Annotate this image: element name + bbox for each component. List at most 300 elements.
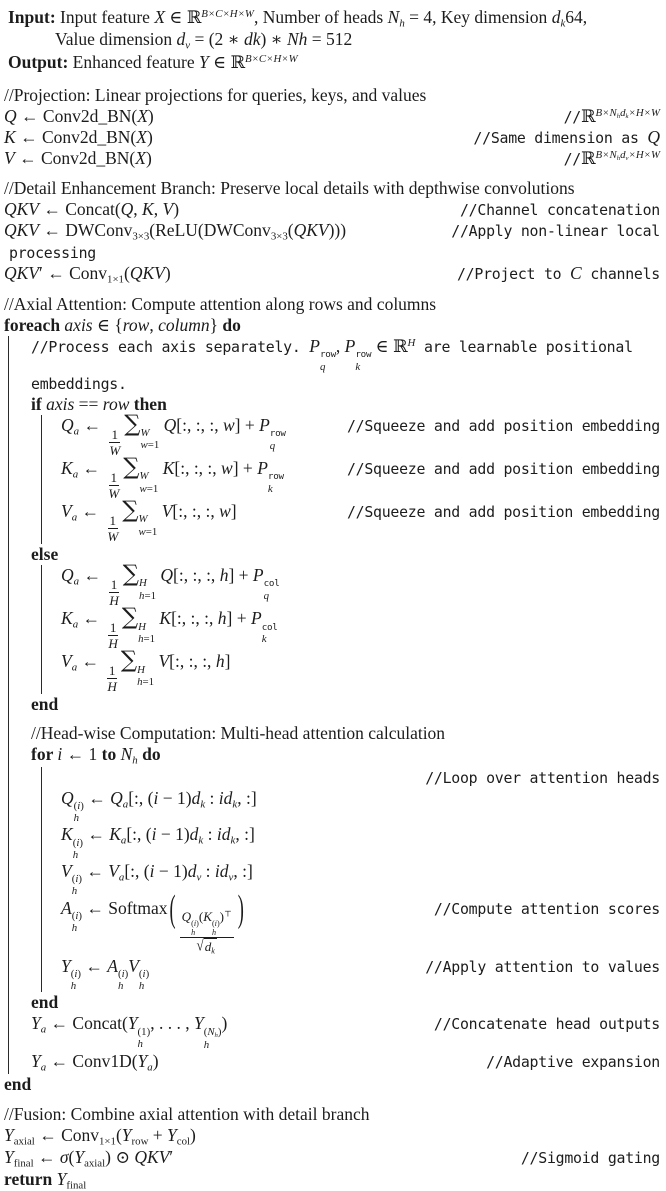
text-run: ℝ — [186, 8, 202, 28]
line-qkv-concat — [0, 199, 664, 220]
sup-sub-group — [123, 453, 159, 495]
code-text — [0, 824, 255, 861]
code-text — [0, 199, 179, 220]
text-run: W — [140, 427, 150, 440]
sup-sub-group — [61, 955, 81, 993]
text-run: ( — [115, 1124, 122, 1145]
line-ya-conv1d — [0, 1051, 664, 1073]
text-run: k — [198, 834, 204, 847]
sup-sub-group — [137, 1051, 153, 1074]
text-run: v — [625, 154, 629, 162]
text-run: ← Conv2d_BN( — [15, 126, 137, 147]
text-run: to — [101, 744, 117, 765]
indent-rule — [8, 1051, 9, 1073]
indent-rule — [8, 824, 9, 861]
text-run: Q — [163, 414, 177, 435]
text-run: N — [609, 106, 617, 119]
text-run: ( — [70, 967, 75, 980]
text-run: ) — [190, 1124, 196, 1145]
code-text — [0, 263, 171, 285]
indent-rule — [41, 956, 42, 993]
indent-rule — [8, 744, 9, 766]
text-run: d — [620, 106, 626, 119]
text-run: //Squeeze and add position embedding — [346, 503, 660, 521]
text-run: ← — [79, 565, 106, 586]
text-run: ) — [79, 836, 83, 849]
sup-sub-group — [344, 336, 372, 373]
text-run: ← — [77, 651, 104, 672]
text-run: Q — [181, 909, 192, 925]
comment-fusion — [0, 1104, 664, 1125]
code-text — [0, 744, 161, 766]
text-run: ) — [196, 918, 199, 928]
text-run: K — [61, 608, 73, 629]
text-run: q — [319, 360, 326, 373]
indent-rule — [8, 723, 9, 744]
code-text — [0, 106, 154, 127]
text-run: do — [222, 315, 241, 335]
text-run: QKV — [4, 198, 39, 219]
fraction — [107, 577, 120, 608]
sup-sub-group — [122, 1125, 149, 1145]
inline-comment — [424, 898, 660, 919]
text-run: , . . . , — [150, 1013, 194, 1034]
text-run: Enhanced feature — [72, 51, 199, 72]
text-run: V — [128, 955, 139, 976]
text-run: ← — [33, 1146, 60, 1167]
text-run: Y — [127, 1013, 138, 1034]
text-run: //Axial Attention: Compute attention along rows and columns — [4, 294, 437, 314]
text-run: // — [563, 149, 581, 168]
code-text — [0, 956, 149, 993]
text-run: Q — [4, 105, 17, 126]
indent-rule — [8, 788, 9, 825]
text-run: K — [109, 824, 121, 845]
text-run: h — [71, 922, 78, 935]
text-run: then — [129, 393, 167, 414]
text-run: , — [133, 198, 143, 219]
text-run: row — [131, 1134, 149, 1147]
code-text — [0, 1125, 196, 1147]
indent-rule — [8, 715, 9, 723]
text-run: h — [139, 589, 145, 602]
line-va-col — [0, 647, 664, 695]
text-run: return — [4, 1169, 57, 1190]
text-run: ) — [124, 967, 129, 980]
text-run: h — [71, 885, 78, 898]
text-run: H — [139, 577, 147, 590]
text-run: h — [616, 154, 621, 162]
text-run: k — [230, 834, 236, 847]
text-run: Output: — [8, 51, 73, 72]
text-run: i — [193, 918, 197, 928]
text-run: Q — [61, 787, 74, 808]
code-text — [0, 29, 352, 51]
sup-sub-group — [120, 744, 138, 767]
line-ka-col — [0, 604, 664, 652]
comment-wrap-processing — [0, 242, 664, 263]
text-run: P — [250, 608, 262, 629]
text-run: − 1) — [156, 824, 190, 845]
text-run: v — [228, 871, 234, 884]
text-run: a — [120, 834, 127, 847]
text-run: ← — [79, 414, 106, 435]
comment-headwise — [0, 723, 664, 744]
text-run: − 1) — [154, 860, 188, 881]
text-run: ( — [138, 967, 143, 980]
text-run: W — [138, 513, 148, 526]
sup-sub-group — [610, 149, 621, 161]
text-run: i — [57, 744, 63, 765]
text-run: are learnable positional — [415, 338, 633, 356]
line-foreach — [0, 315, 664, 336]
text-run: + — [148, 1124, 168, 1145]
text-run: processing — [9, 243, 96, 262]
text-run: w — [138, 525, 146, 538]
text-run: i — [218, 787, 224, 808]
text-run: a — [73, 575, 80, 588]
text-run: V — [4, 147, 15, 168]
text-run: ← — [78, 457, 105, 478]
text-run: ℝ — [392, 337, 408, 357]
text-run: q — [263, 589, 270, 602]
text-run: ] + — [228, 565, 253, 586]
sup-sub-group — [176, 29, 191, 52]
code-text — [0, 497, 237, 544]
text-run: d — [223, 787, 233, 808]
sup-sub-group — [107, 263, 124, 283]
text-run: ( — [191, 918, 194, 928]
text-run: Y — [56, 1169, 67, 1190]
text-run: h — [211, 927, 217, 937]
code-text — [0, 127, 153, 148]
text-run: q — [269, 439, 276, 452]
sup-sub-group — [122, 497, 158, 538]
text-run: H — [138, 620, 146, 633]
fraction — [105, 663, 118, 694]
text-run: k — [625, 112, 629, 120]
indent-rule — [8, 565, 9, 608]
inline-comment — [476, 1051, 660, 1072]
text-run: axial — [84, 1157, 106, 1170]
text-run: ∑ — [124, 410, 141, 437]
text-run: =1 — [147, 439, 160, 452]
text-run: [:, ( — [124, 860, 150, 881]
text-run: ← — [82, 824, 110, 845]
text-run: ) — [80, 799, 84, 812]
sup-sub-group — [109, 824, 127, 847]
text-run: k — [200, 797, 206, 810]
text-run: =1 — [146, 482, 159, 495]
text-run: [:, :, :, — [174, 457, 222, 478]
comment-loop-heads — [0, 767, 664, 788]
text-run: h — [117, 980, 124, 993]
text-run: ) — [77, 967, 81, 980]
text-run: d — [204, 938, 212, 954]
text-run: axial — [13, 1134, 35, 1147]
text-run: ( — [211, 918, 215, 928]
text-run: a — [72, 618, 79, 631]
text-run: [:, :, :, — [172, 501, 220, 521]
text-run: ))) — [328, 219, 347, 240]
line-qa-row — [0, 410, 664, 458]
text-run: ) — [147, 105, 154, 126]
line-end-for — [0, 992, 664, 1013]
text-run: d — [551, 7, 561, 27]
indent-rule — [41, 788, 42, 825]
text-run: //Head-wise Computation: Multi-head attention calculation — [31, 723, 446, 744]
text-run: , :] — [237, 787, 257, 808]
text-run: V — [61, 860, 72, 881]
code-text — [0, 148, 152, 169]
text-run: col — [261, 621, 278, 633]
line-if-row — [0, 394, 664, 415]
indent-rule — [8, 956, 9, 993]
text-run: 1 — [109, 512, 117, 528]
text-run: K — [61, 457, 73, 478]
text-run: //Compute attention scores — [433, 899, 660, 918]
text-run: V — [162, 198, 174, 219]
text-run: column — [158, 315, 210, 335]
text-run: K — [162, 457, 175, 478]
text-run: d — [219, 860, 229, 881]
text-run: B×C×H×W — [244, 52, 298, 65]
text-run: ← — [81, 860, 109, 881]
text-run: Input: — [8, 7, 61, 27]
text-run: , — [149, 315, 159, 335]
text-run: Y — [31, 1051, 41, 1072]
sup-sub-group — [620, 149, 628, 161]
sup-sub-group — [259, 414, 286, 452]
text-run: X — [136, 126, 147, 147]
text-run: [:, ( — [126, 824, 152, 845]
text-run: ) — [216, 918, 220, 928]
text-run: ∑ — [120, 647, 138, 674]
text-run: W — [109, 442, 121, 458]
inline-comment — [337, 501, 660, 522]
text-run: [:, :, :, — [171, 608, 218, 629]
text-run: i — [153, 787, 159, 808]
sup-sub-group — [620, 107, 628, 119]
text-run: = 4, Key dimension — [404, 7, 552, 27]
comment-projection — [0, 85, 664, 106]
code-text — [0, 52, 298, 73]
line-end-if — [0, 694, 664, 715]
text-run: ) — [146, 126, 153, 147]
inline-comment — [511, 1147, 660, 1168]
indent-rule — [41, 767, 42, 788]
big-paren: ) — [237, 888, 244, 930]
text-run: X — [137, 105, 148, 126]
text-run: //Concatenate head outputs — [433, 1015, 660, 1034]
text-run: i — [214, 918, 217, 928]
text-run: Q — [647, 126, 660, 147]
text-run: ) — [173, 198, 180, 219]
big-paren: ( — [169, 888, 176, 930]
text-run: else — [31, 544, 59, 565]
text-run: B×C×H×W — [201, 8, 254, 21]
sup-sub-group — [187, 860, 202, 884]
text-run: d — [187, 860, 197, 881]
line-va-row — [0, 497, 664, 544]
text-run: a — [72, 468, 79, 481]
text-run: //Sigmoid gating — [520, 1148, 660, 1167]
sup-sub-group — [61, 787, 84, 825]
sup-sub-group — [219, 860, 234, 884]
text-run: ∈ { — [92, 315, 123, 335]
text-run: col — [263, 578, 280, 590]
text-run: end — [4, 1073, 32, 1094]
text-run: P — [344, 336, 356, 356]
inline-comment — [415, 767, 660, 788]
text-run: ) — [217, 1025, 222, 1038]
text-run: 1 — [110, 469, 118, 485]
sup-sub-group — [31, 1013, 47, 1036]
text-run: //Apply attention to values — [425, 957, 660, 976]
text-run: //Same dimension as — [473, 128, 648, 147]
text-run: , — [335, 336, 345, 356]
text-run: = 512 — [307, 29, 353, 50]
text-run: i — [142, 967, 146, 980]
text-run: ) — [145, 147, 152, 168]
text-run: k — [355, 360, 361, 373]
indent-rule — [8, 898, 9, 956]
sup-sub-group — [31, 1051, 47, 1074]
text-run: 64, — [565, 7, 588, 27]
text-run: h — [616, 112, 621, 120]
text-run: ⊤ — [224, 910, 232, 920]
text-run: ← — [77, 501, 104, 521]
text-run: i — [76, 836, 80, 849]
text-run: ) ⊙ — [105, 1146, 135, 1167]
indent-rule — [8, 336, 9, 373]
text-run: Q — [160, 565, 174, 586]
text-run: //Squeeze and add position embedding — [346, 416, 660, 435]
text-run: ( — [287, 219, 294, 240]
indent-rule — [41, 898, 42, 956]
sup-sub-group — [189, 824, 204, 847]
text-run: ] + — [232, 457, 258, 478]
text-run: ( — [71, 873, 76, 886]
text-run: (ReLU(DWConv — [149, 219, 271, 240]
indent-rule — [8, 694, 9, 715]
inline-comment — [463, 127, 660, 148]
text-run: ℝ — [581, 106, 596, 127]
text-run: foreach — [4, 315, 65, 335]
text-run: ← Conv2d_BN( — [14, 147, 136, 168]
text-run: a — [71, 511, 78, 524]
indent-rule — [41, 458, 42, 501]
text-run: K — [159, 608, 172, 629]
text-run: 1×1 — [107, 273, 124, 285]
text-run: A — [107, 955, 118, 976]
sup-sub-group — [205, 939, 215, 954]
sup-sub-group — [4, 1125, 35, 1145]
code-text — [0, 1169, 86, 1191]
code-text — [0, 7, 587, 29]
code-text — [0, 788, 257, 825]
text-run: X — [154, 7, 166, 27]
sup-sub-group — [224, 788, 238, 808]
sup-sub-group — [61, 501, 78, 524]
sup-sub-group — [108, 860, 125, 884]
text-run: ) — [164, 262, 171, 283]
text-run: d — [221, 824, 231, 845]
text-run: d — [189, 824, 199, 845]
sup-sub-group — [551, 7, 566, 30]
sup-sub-group — [610, 107, 621, 119]
indent-rule — [8, 992, 9, 1013]
text-run: K — [4, 126, 16, 147]
text-run: 1 — [109, 620, 117, 635]
text-run: i — [74, 967, 78, 980]
text-run: Q — [120, 198, 134, 219]
text-run: ( — [117, 967, 122, 980]
inline-comment — [554, 148, 660, 169]
sup-sub-group — [252, 565, 280, 602]
text-run: k — [560, 17, 566, 30]
code-text — [0, 453, 284, 501]
fraction — [106, 620, 119, 651]
text-run: Y — [193, 1013, 204, 1034]
text-run: ) — [152, 1051, 159, 1072]
code-text — [0, 410, 286, 458]
radical-sign: √ — [196, 935, 204, 954]
line-return — [0, 1169, 664, 1191]
input-line — [0, 7, 664, 29]
comment-process-axis — [0, 336, 664, 373]
code-text — [0, 861, 253, 898]
text-run: ← Softmax — [81, 897, 168, 918]
sup-sub-group — [107, 955, 129, 993]
text-run: k — [211, 946, 215, 956]
text-run: ℝ — [230, 52, 245, 73]
text-run: H — [407, 337, 416, 350]
line-k-projection — [0, 127, 664, 148]
indent-rule — [41, 651, 42, 694]
text-run: =1 — [144, 589, 156, 602]
text-run: a — [40, 1061, 47, 1074]
text-run: ∑ — [123, 453, 140, 480]
sup-sub-group — [245, 52, 298, 72]
text-run: h — [73, 812, 80, 825]
text-run: 1×1 — [99, 1134, 116, 1147]
sup-sub-group — [192, 788, 206, 808]
line-q-projection — [0, 106, 664, 127]
text-run: i — [77, 799, 81, 812]
text-run: 1 — [111, 426, 119, 442]
text-run: ∑ — [122, 561, 140, 588]
line-else — [0, 544, 664, 565]
text-run: K — [142, 198, 154, 219]
text-run: ← DWConv — [39, 219, 133, 240]
code-text — [0, 1074, 31, 1095]
line-apply-attention — [0, 956, 664, 993]
text-run: h — [138, 980, 145, 993]
text-run: =1 — [145, 525, 158, 538]
code-text — [0, 373, 127, 394]
text-run: K — [61, 824, 73, 845]
comment-axial — [0, 294, 664, 315]
text-run: h — [137, 1037, 143, 1050]
text-run: v — [185, 39, 191, 52]
text-run: Y — [121, 1124, 132, 1145]
text-run: 3×3 — [270, 229, 288, 242]
line-vh-slice — [0, 861, 664, 898]
inline-comment — [337, 415, 660, 436]
inline-comment — [424, 1013, 660, 1034]
sup-sub-group — [203, 909, 220, 937]
